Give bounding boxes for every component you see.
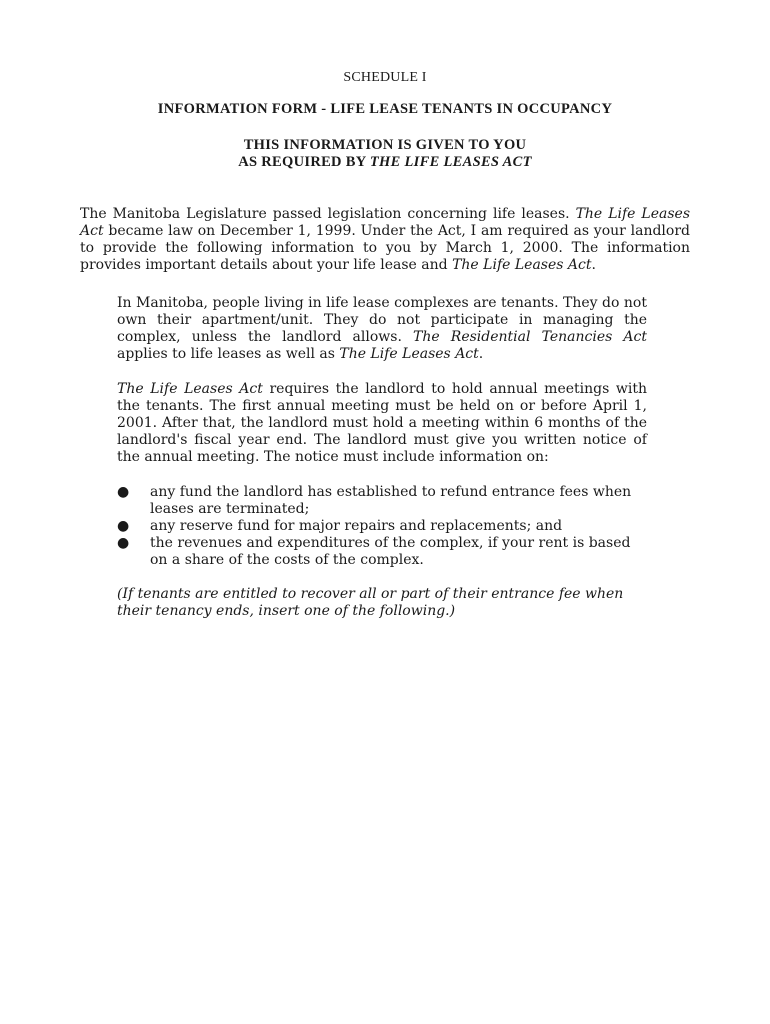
notice-heading <box>0 137 770 171</box>
tenants-text-2: applies to life leases as well as <box>117 346 340 362</box>
list-item <box>117 535 647 569</box>
list-item-text: any reserve fund for major repairs and replacements; and <box>150 518 563 534</box>
notice-contents-list <box>117 484 647 569</box>
intro-act-name-2: The Life Leases Act <box>452 257 592 273</box>
list-item <box>117 518 647 535</box>
meetings-act-name: The Life Leases Act <box>117 381 263 397</box>
meetings-text: requires the landlord to hold annual meetings with the tenants. The first annual meeting must be held on or before April 1, 2001. After that, the landlord must hold a meeting within 6 months of the landlord's fiscal year end. The landlord must give you written notice of the annual meeting. The notice must include information on: <box>117 381 647 465</box>
schedule-label: SCHEDULE I <box>343 70 427 85</box>
list-item-text: the revenues and expenditures of the complex, if your rent is based on a share of the costs of the complex. <box>150 535 631 568</box>
tenants-text-3: . <box>478 346 484 362</box>
tenants-act-name-1: The Residential Tenancies Act <box>413 329 647 345</box>
tenants-text-1: In Manitoba, people living in life lease complexes are tenants. They do not own their apartment/unit. They do not participate in managing the complex, unless the landlord allows. <box>117 295 647 345</box>
instruction-note: (If tenants are entitled to recover all or part of their entrance fee when their tenancy ends, insert one of the following.) <box>117 586 624 619</box>
intro-paragraph <box>80 206 690 274</box>
intro-text-2: became law on December 1, 1999. Under the Act, I am required as your landlord to provide the following information to you by March 1, 2000. The information provides important details about your life lease and <box>80 223 690 273</box>
notice-line-1: THIS INFORMATION IS GIVEN TO YOU <box>243 137 527 153</box>
bullet-icon: ● <box>117 518 130 534</box>
list-item-text: any fund the landlord has established to refund entrance fees when leases are terminated; <box>150 484 632 517</box>
meetings-paragraph <box>117 381 647 466</box>
notice-act-name: THE LIFE LEASES ACT <box>369 154 532 170</box>
intro-act-name-1: The Life Leases Act <box>80 206 691 239</box>
tenants-act-name-2: The Life Leases Act <box>339 346 479 362</box>
notice-line-2 <box>0 154 770 171</box>
intro-text-1: The Manitoba Legislature passed legislation concerning life leases. <box>80 206 576 222</box>
notice-line-2-prefix: AS REQUIRED BY <box>238 154 370 170</box>
bullet-icon: ● <box>117 535 130 551</box>
list-item <box>117 484 647 518</box>
form-title: INFORMATION FORM - LIFE LEASE TENANTS IN OCCUPANCY <box>157 101 613 117</box>
intro-text-3: . <box>591 257 596 273</box>
bullet-icon: ● <box>117 484 130 500</box>
tenants-paragraph <box>117 295 647 363</box>
